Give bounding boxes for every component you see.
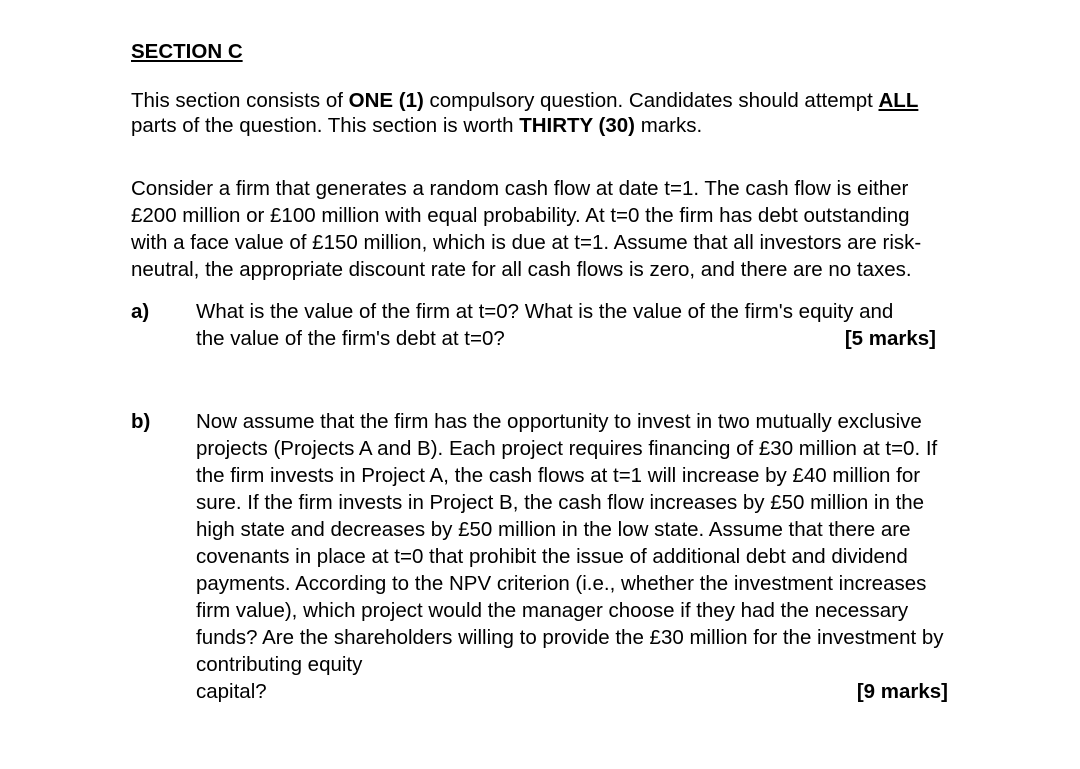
intro-all-emphasis: ALL bbox=[878, 89, 919, 112]
exam-page bbox=[131, 38, 961, 705]
intro-text-3: parts of the question. This section is worth bbox=[131, 114, 520, 137]
intro-bold-count: ONE (1) bbox=[348, 89, 424, 112]
intro-bold-marks: THIRTY (30) bbox=[519, 114, 635, 137]
intro-text-4: marks. bbox=[635, 114, 703, 137]
question-b-text: Now assume that the firm has the opportunity to invest in two mutually exclusive projects (Projects A and B). Each project requires financing of £30 million at t=0. If the firm invests in Project A, the cash flows at t=1 will increase by £40 million for sure. If the firm invests in Project B, the cash flow increases by £50 million in the high state and decreases by £50 million in the low state. Assume that there are covenants in place at t=0 that prohibit the issue of additional debt and dividend payments. According to the NPV criterion (i.e., whether the investment increases firm value), which project would the manager choose if they had the necessary funds? Are the shareholders willing to provide the £30 million for the investment by contributing equity bbox=[196, 410, 944, 676]
question-a-last-line bbox=[196, 325, 936, 352]
question-label-b: b) bbox=[131, 410, 151, 433]
question-b-marks: [9 marks] bbox=[856, 680, 948, 703]
intro-text-1: This section consists of bbox=[131, 89, 349, 112]
question-b-last-line bbox=[196, 678, 948, 705]
question-a-text-end: the value of the firm's debt at t=0? bbox=[196, 327, 505, 350]
question-label-a: a) bbox=[131, 300, 150, 323]
question-scenario: Consider a firm that generates a random cash flow at date t=1. The cash flow is either £200 million or £100 million with equal probability. At t=0 the firm has debt outstanding with a face value of £150 million, which is due at t=1. Assume that all investors are risk-neutral, the appropriate discount rate for all cash flows is zero, and there are no taxes. bbox=[131, 177, 922, 281]
question-b-text-end: capital? bbox=[196, 680, 267, 703]
section-title: SECTION C bbox=[131, 40, 243, 63]
question-part-a bbox=[131, 298, 936, 352]
question-part-b bbox=[131, 408, 948, 705]
question-a-text: What is the value of the firm at t=0? What is the value of the firm's equity and bbox=[196, 300, 894, 323]
intro-text-2: compulsory question. Candidates should attempt bbox=[423, 89, 879, 112]
section-instructions bbox=[131, 88, 961, 138]
question-a-marks: [5 marks] bbox=[844, 327, 936, 350]
